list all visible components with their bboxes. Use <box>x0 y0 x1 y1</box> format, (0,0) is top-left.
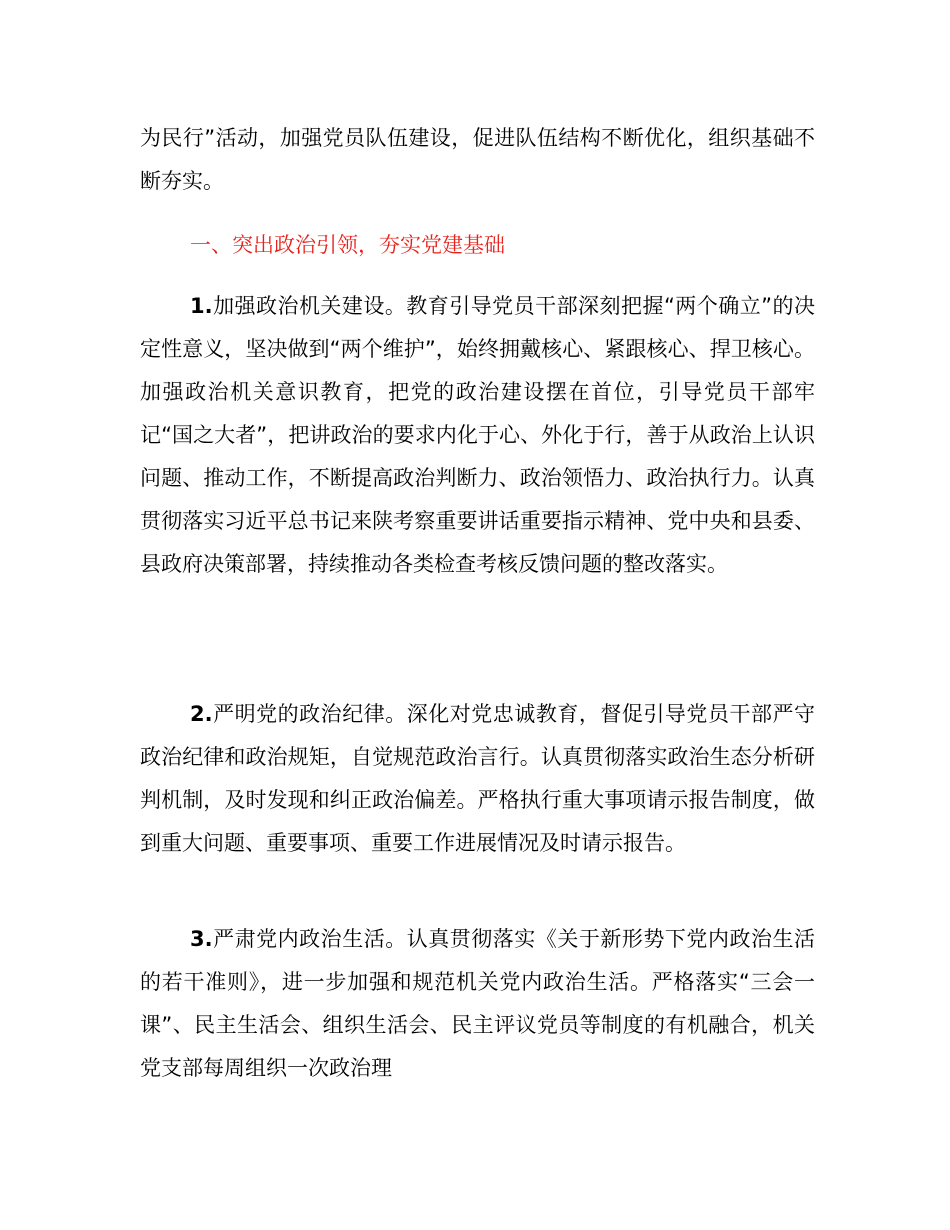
continuation-paragraph: 为民行”活动，加强党员队伍建设，促进队伍结构不断优化，组织基础不断夯实。 <box>140 126 815 193</box>
paragraph-item-3 <box>140 918 815 1090</box>
item-text: 严明党的政治纪律。深化对党忠诚教育，督促引导党员干部严守政治纪律和政治规矩，自觉规范政治言行。认真贯彻落实政治生态分析研判机制，及时发现和纠正政治偏差。严格执行重大事项请示报告制度，做到重大问题、重要事项、重要工作进展情况及时请示报告。 <box>140 702 815 855</box>
item-text: 严肃党内政治生活。认真贯彻落实《关于新形势下党内政治生活的若干准则》，进一步加强和规范机关党内政治生活。严格落实“三会一课”、民主生活会、组织生活会、民主评议党员等制度的有机融合，机关党支部每周组织一次政治理 <box>140 927 815 1080</box>
item-text: 加强政治机关建设。教育引导党员干部深刻把握“两个确立”的决定性意义，坚决做到“两个维护”，始终拥戴核心、紧跟核心、捍卫核心。加强政治机关意识教育，把党的政治建设摆在首位，引导党员干部牢记“国之大者”，把讲政治的要求内化于心、外化于行，善于从政治上认识问题、推动工作，不断提高政治判断力、政治领悟力、政治执行力。认真贯彻落实习近平总书记来陕考察重要讲话重要指示精神、党中央和县委、县政府决策部署，持续推动各类检查考核反馈问题的整改落实。 <box>140 294 815 576</box>
item-number: 2. <box>190 702 213 726</box>
paragraph-item-2 <box>140 693 815 865</box>
section-heading: 一、突出政治引领，夯实党建基础 <box>190 233 505 257</box>
paragraph-item-1 <box>140 285 815 586</box>
item-number: 3. <box>190 927 213 951</box>
item-number: 1. <box>190 294 213 318</box>
